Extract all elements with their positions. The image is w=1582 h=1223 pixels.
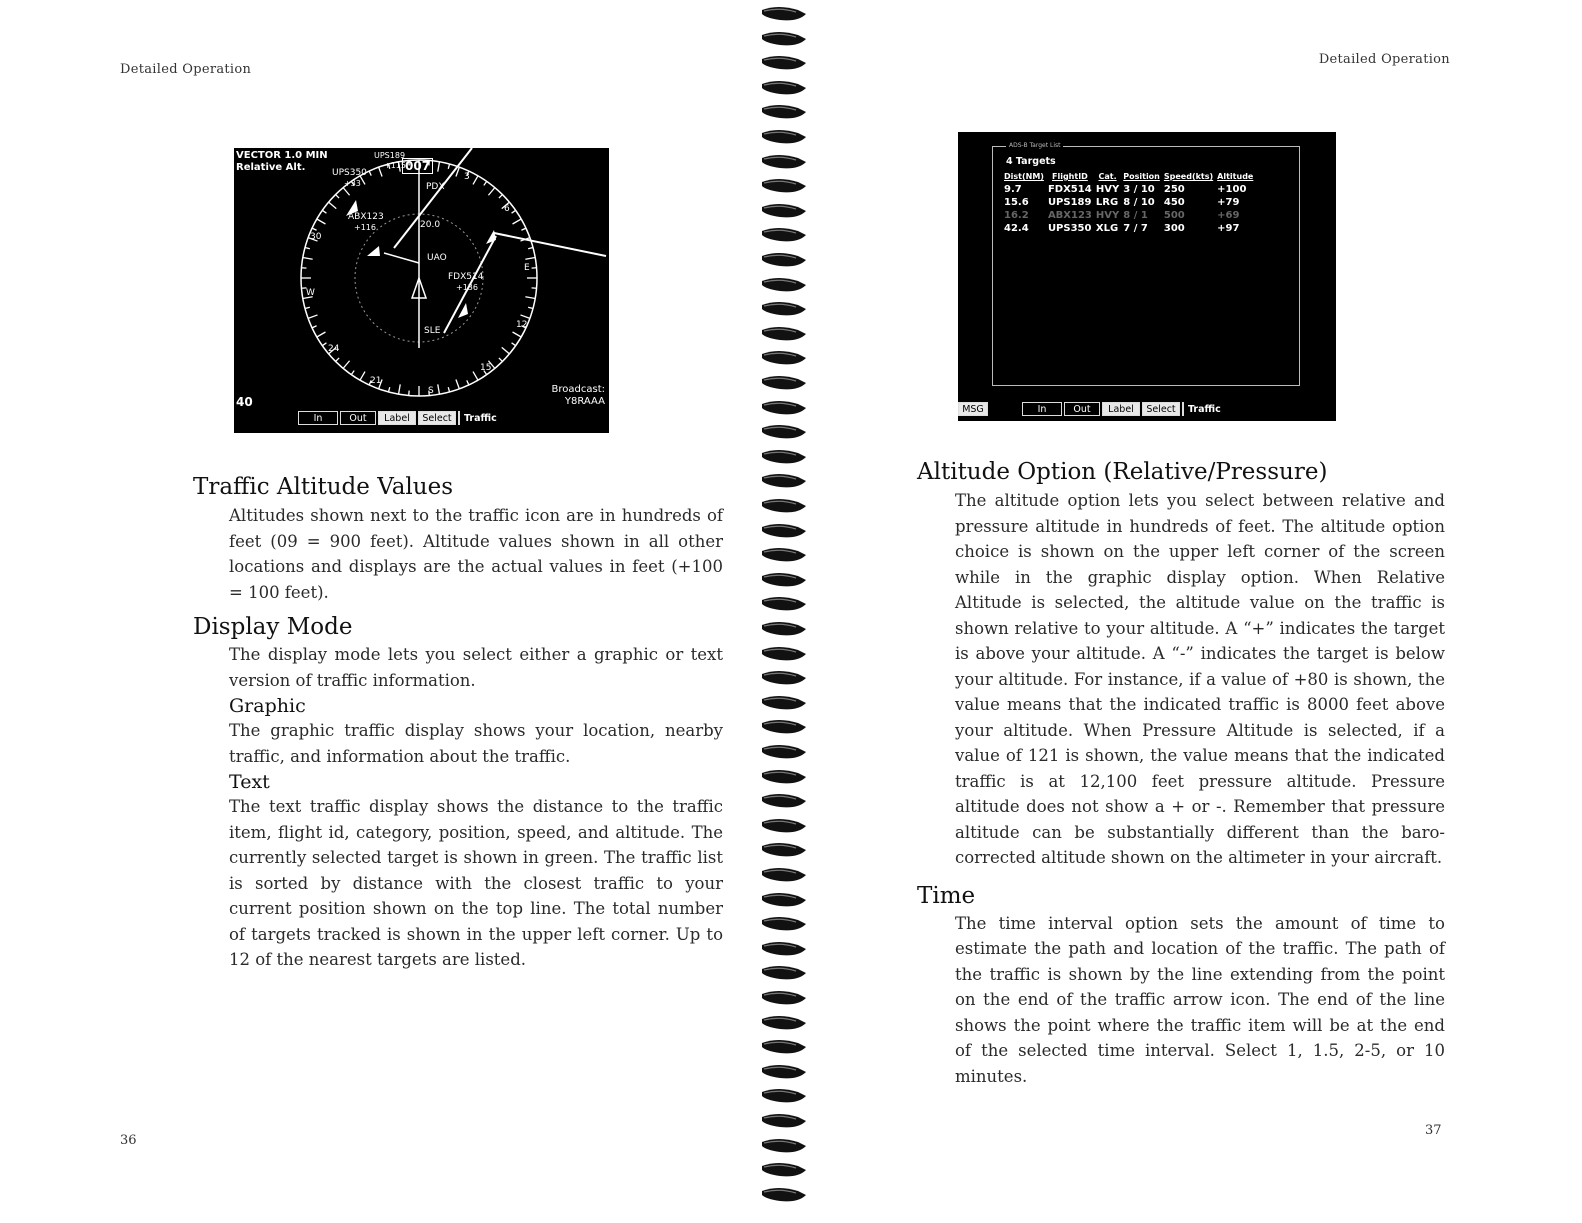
- traffic-graphic-screenshot: [234, 148, 609, 433]
- target-count: 4 Targets: [1006, 156, 1056, 167]
- binding-coil: [758, 53, 810, 73]
- compass-tick: [473, 176, 478, 185]
- binding-coil: [758, 521, 810, 541]
- traffic-mode-label: Traffic: [458, 411, 501, 425]
- page-number-left: 36: [120, 1133, 137, 1148]
- time-heading: Time: [917, 882, 976, 909]
- binding-coil: [758, 816, 810, 836]
- binding-coil: [758, 890, 810, 910]
- left-text-column: [193, 474, 723, 973]
- table-cell: 42.4: [1004, 223, 1029, 234]
- binding-coil: [758, 29, 810, 49]
- compass-tick: [467, 380, 469, 385]
- binding-coil: [758, 496, 810, 516]
- table-cell: UPS189: [1047, 197, 1092, 208]
- col-flightid: FlightID: [1052, 172, 1088, 181]
- in-softkey[interactable]: In: [298, 411, 338, 425]
- compass-tick: [388, 387, 389, 392]
- binding-coil: [758, 4, 810, 24]
- binding-coil: [758, 373, 810, 393]
- binding-coil: [758, 1185, 810, 1205]
- target-table: [1002, 170, 1255, 235]
- display-mode-paragraph: The display mode lets you select either a graphic or text version of traffic information.: [229, 645, 723, 690]
- page-number-right: 37: [1425, 1123, 1442, 1138]
- compass-tick: [513, 332, 522, 337]
- binding-coil: [758, 939, 810, 959]
- compass-tick: [317, 332, 326, 337]
- table-cell: UPS350: [1047, 223, 1092, 234]
- compass-tick: [379, 167, 382, 176]
- table-cell: HVY: [1095, 210, 1120, 221]
- traffic-label-ups189: UPS189: [374, 151, 406, 160]
- compass-tick: [308, 315, 317, 318]
- table-cell: +69: [1217, 210, 1240, 221]
- traffic-label-fdx514: FDX514: [448, 272, 484, 282]
- range-value: 40: [236, 395, 253, 409]
- compass-tick: [512, 210, 516, 213]
- compass-tick: [484, 181, 487, 185]
- binding-coil: [758, 840, 810, 860]
- table-cell: 7 / 7: [1123, 223, 1148, 234]
- binding-coil: [758, 594, 810, 614]
- compass-15: 15: [480, 363, 492, 373]
- compass-tick: [488, 188, 494, 196]
- softkey-bar: [298, 411, 503, 425]
- compass-tick: [312, 326, 317, 328]
- compass-tick: [322, 210, 326, 213]
- compass-tick: [317, 219, 326, 224]
- binding-coil: [758, 668, 810, 688]
- broadcast-id: Y8RAAA: [564, 396, 605, 407]
- traffic-label-abx123: ABX123: [348, 212, 384, 222]
- binding-coil: [758, 176, 810, 196]
- vector-mode-label: VECTOR 1.0 MIN: [236, 150, 328, 161]
- binding-coil: [758, 644, 810, 664]
- binding-coil: [758, 545, 810, 565]
- table-cell: +97: [1217, 223, 1240, 234]
- binding-coil: [758, 152, 810, 172]
- compass-tick: [438, 162, 440, 172]
- table-cell: 250: [1163, 184, 1185, 195]
- compass-tick: [499, 358, 503, 362]
- col-altitude: Altitude: [1217, 172, 1254, 181]
- table-cell: 500: [1163, 210, 1185, 221]
- msg-softkey[interactable]: MSG: [958, 402, 988, 416]
- table-cell: 3 / 10: [1123, 184, 1155, 195]
- binding-coil: [758, 471, 810, 491]
- compass-tick: [343, 361, 349, 369]
- select-softkey[interactable]: Select: [1142, 402, 1180, 416]
- table-cell: FDX514: [1047, 184, 1092, 195]
- traffic-alt-ups189: +115: [384, 161, 406, 170]
- binding-coil: [758, 1062, 810, 1082]
- binding-coil: [758, 348, 810, 368]
- table-cell: 300: [1163, 223, 1185, 234]
- out-softkey[interactable]: Out: [340, 411, 376, 425]
- table-cell: +79: [1217, 197, 1240, 208]
- table-cell: HVY: [1095, 184, 1120, 195]
- table-cell: 15.6: [1004, 197, 1029, 208]
- label-softkey[interactable]: Label: [378, 411, 416, 425]
- right-text-column: [917, 459, 1445, 1089]
- binding-coil: [758, 742, 810, 762]
- compass-tick: [499, 195, 503, 199]
- binding-coil: [758, 988, 810, 1008]
- binding-coil: [758, 1013, 810, 1033]
- traffic-alt-ups350: +33: [344, 179, 361, 188]
- col-dist: Dist(NM): [1004, 172, 1044, 181]
- label-softkey[interactable]: Label: [1102, 402, 1140, 416]
- binding-coil: [758, 225, 810, 245]
- altitude-option-paragraph: The altitude option lets you select between relative and pressure altitude in hundreds of feet. The altitude option choice is shown on the upper left corner of the screen while in the graphic display option. When Relative Altitude is selected, the altitude value on the traffic is shown relative to your altitude. A “+” indicates the target is above your altitude. A “-” indicates the target is below your altitude. For instance, if a value of +80 is shown, the value means that the indicated traffic is 8000 feet above your altitude. When Pressure Altitude is selected, if a value of 121 is shown, the value means that the indicated traffic is at 12,100 feet pressure altitude. Pressure altitude does not show a + or -. Remember that pressure altitude can be substantially different than the baro-corrected altitude shown on the altimeter in your aircraft.: [955, 491, 1445, 867]
- compass-e: E: [524, 263, 530, 273]
- table-row-selected[interactable]: [1002, 209, 1255, 222]
- binding-coil: [758, 447, 810, 467]
- waypoint-sle: SLE: [424, 326, 441, 336]
- traffic-alt-abx123: +116: [354, 223, 376, 232]
- compass-6: 6: [504, 204, 510, 214]
- table-cell: +100: [1217, 184, 1247, 195]
- traffic-text-screenshot: [958, 132, 1336, 421]
- binding-coil: [758, 570, 810, 590]
- graphic-heading: Graphic: [229, 695, 306, 717]
- traffic-alt-fdx514: +136: [456, 283, 478, 292]
- table-cell: LRG: [1095, 197, 1119, 208]
- compass-tick: [369, 171, 371, 176]
- table-row[interactable]: [1002, 196, 1255, 209]
- range-ring-label: 20.0: [420, 220, 441, 230]
- compass-tick: [312, 228, 317, 230]
- compass-tick: [329, 202, 337, 208]
- compass-21: 21: [370, 376, 382, 386]
- text-paragraph: The text traffic display shows the distance to the traffic item, flight id, category, position, speed, and altitude. The currently selected target is shown in green. The traffic list is sorted by distance with the closest traffic to your current position shown on the top line. The total number of targets tracked is shown in the upper left corner. Up to 12 of the nearest targets are listed.: [229, 797, 723, 969]
- compass-tick: [456, 379, 459, 388]
- altitude-option-heading: Altitude Option (Relative/Pressure): [917, 459, 1328, 485]
- compass-tick: [512, 343, 516, 346]
- table-cell: ABX123: [1047, 210, 1092, 221]
- compass-tick: [502, 347, 510, 353]
- binding-coil: [758, 398, 810, 418]
- binding-coil: [758, 791, 810, 811]
- col-speed: Speed(kts): [1163, 172, 1214, 181]
- compass-tick: [525, 297, 535, 299]
- binding-coil: [758, 127, 810, 147]
- compass-tick: [513, 219, 522, 224]
- altitude-mode-label: Relative Alt.: [236, 162, 306, 173]
- compass-tick: [336, 358, 340, 362]
- binding-coil: [758, 963, 810, 983]
- binding-coil: [758, 1037, 810, 1057]
- compass-s: S: [428, 386, 434, 396]
- binding-coil: [758, 78, 810, 98]
- binding-coil: [758, 1086, 810, 1106]
- running-head-right: Detailed Operation: [1318, 52, 1450, 67]
- waypoint-pdx: PDX: [426, 182, 445, 192]
- compass-tick: [521, 228, 526, 230]
- binding-coil: [758, 299, 810, 319]
- graphic-paragraph: The graphic traffic display shows your location, nearby traffic, and information about the traffic.: [229, 721, 723, 766]
- table-cell: 8 / 1: [1123, 210, 1148, 221]
- table-cell: XLG: [1095, 223, 1119, 234]
- broadcast-label: Broadcast:: [551, 384, 605, 395]
- compass-30: 30: [310, 232, 322, 242]
- compass-tick: [303, 258, 313, 260]
- binding-coil: [758, 767, 810, 787]
- binding-coil: [758, 865, 810, 885]
- binding-coil: [758, 201, 810, 221]
- binding-coil: [758, 717, 810, 737]
- compass-3: 3: [464, 172, 470, 182]
- waypoint-uao: UAO: [427, 253, 447, 263]
- table-cell: 9.7: [1004, 184, 1022, 195]
- compass-w: W: [306, 288, 315, 298]
- select-softkey[interactable]: Select: [418, 411, 456, 425]
- binding-coil: [758, 914, 810, 934]
- binding-coil: [758, 102, 810, 122]
- compass-tick: [351, 371, 354, 375]
- table-cell: 8 / 10: [1123, 197, 1155, 208]
- in-softkey[interactable]: In: [1022, 402, 1062, 416]
- table-row[interactable]: [1002, 183, 1255, 196]
- compass-24: 24: [328, 344, 340, 354]
- binding-coil: [758, 1111, 810, 1131]
- compass-tick: [448, 164, 449, 169]
- col-position: Position: [1123, 172, 1160, 181]
- traffic-altitude-values-heading: Traffic Altitude Values: [193, 474, 453, 500]
- compass-tick: [528, 307, 533, 308]
- binding-coil: [758, 693, 810, 713]
- compass-tick: [473, 372, 478, 381]
- compass-tick: [322, 343, 326, 346]
- text-heading: Text: [229, 771, 270, 793]
- softkey-bar-right: [958, 402, 1227, 416]
- compass-tick: [528, 247, 533, 248]
- compass-tick: [438, 384, 440, 394]
- binding-coil: [758, 250, 810, 270]
- running-head-left: Detailed Operation: [120, 62, 252, 77]
- binding-coil: [758, 1160, 810, 1180]
- compass-tick: [360, 372, 365, 381]
- compass-12: 12: [516, 320, 528, 330]
- table-cell: 16.2: [1004, 210, 1029, 221]
- binding-coil: [758, 619, 810, 639]
- col-cat: Cat.: [1098, 172, 1117, 181]
- compass-tick: [305, 307, 310, 308]
- out-softkey[interactable]: Out: [1064, 402, 1100, 416]
- binding-coil: [758, 324, 810, 344]
- time-paragraph: The time interval option sets the amount of time to estimate the path and location of the traffic. The path of the traffic is shown by the line extending from the point on the end of the traffic arrow icon. The end of the line shows the point where the traffic item will be at the end of the selected time interval. Select 1, 1.5, 2-5, or 10 minutes.: [955, 913, 1445, 1086]
- binding-coil: [758, 1136, 810, 1156]
- binding-coil: [758, 275, 810, 295]
- traffic-mode-label: Traffic: [1182, 402, 1225, 416]
- target-list-title: ADS-B Target List: [1006, 140, 1063, 151]
- compass-tick: [520, 315, 529, 318]
- compass-tick: [448, 387, 449, 392]
- compass-tick: [525, 258, 535, 260]
- heading-box: 007: [402, 158, 433, 174]
- traffic-altitude-values-paragraph: Altitudes shown next to the traffic icon are in hundreds of feet (09 = 900 feet). Altitude values shown in all other locations and displays are the actual values in feet (+100 = 100 feet).: [229, 506, 723, 602]
- display-mode-heading: Display Mode: [193, 614, 353, 640]
- traffic-label-ups350: UPS350: [332, 168, 367, 178]
- binding-coil: [758, 422, 810, 442]
- table-row[interactable]: [1002, 222, 1255, 235]
- compass-tick: [305, 247, 310, 248]
- compass-tick: [399, 384, 401, 394]
- table-cell: 450: [1163, 197, 1185, 208]
- compass-tick: [336, 195, 340, 199]
